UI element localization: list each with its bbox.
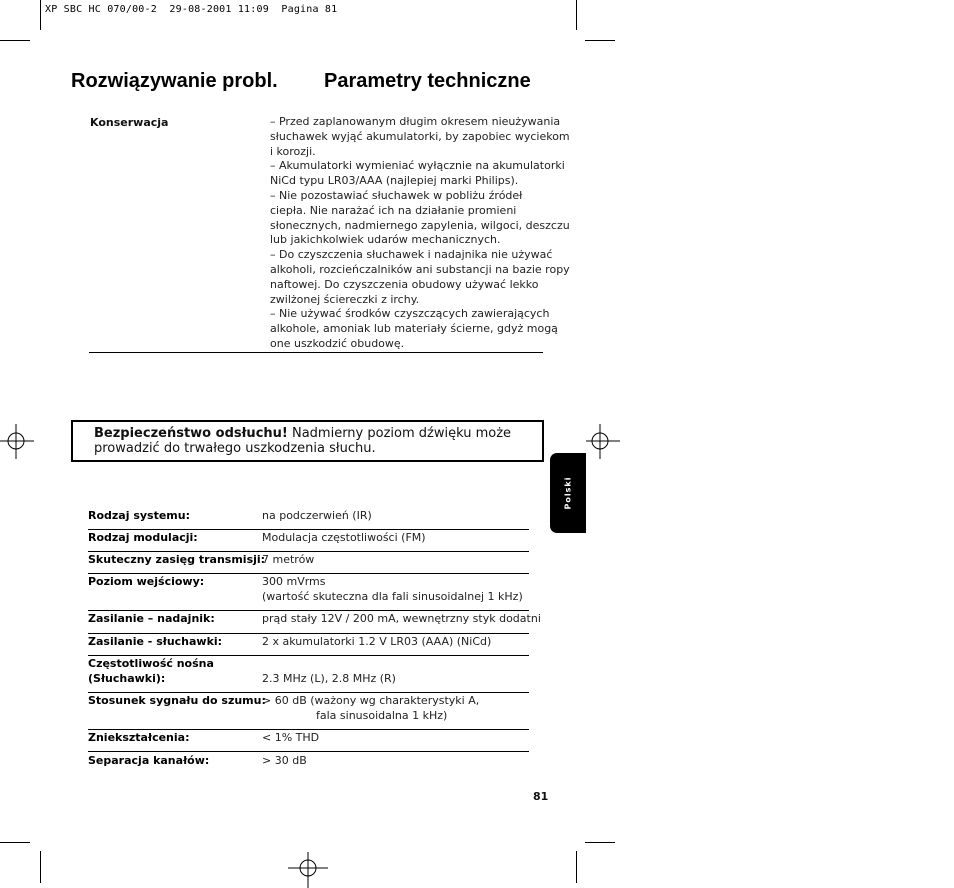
language-tab-label: Polski	[563, 476, 573, 510]
spec-value: > 60 dB (ważony wg charakterystyki A,	[262, 694, 480, 707]
spec-label: Poziom wejściowy:	[88, 575, 205, 588]
spec-value: na podczerwień (IR)	[262, 509, 372, 522]
maintenance-line: – Nie pozostawiać słuchawek w pobliżu źródeł	[270, 188, 523, 202]
maintenance-line: – Przed zaplanowanym długim okresem nieużywania	[270, 115, 561, 128]
maintenance-text	[270, 115, 570, 352]
divider	[89, 352, 543, 353]
maintenance-line: – Do czyszczenia słuchawek i nadajnika nie używać	[270, 248, 553, 262]
spec-label: Stosunek sygnału do szumu:	[88, 694, 266, 707]
maintenance-line: one uszkodzić obudowę.	[270, 336, 405, 350]
spec-label-line2: (Słuchawki):	[88, 672, 166, 685]
maintenance-line: alkoholi, rozcieńczalników ani substancji na bazie ropy	[270, 262, 570, 276]
maintenance-label: Konserwacja	[90, 116, 169, 129]
section-title-specifications: Parametry techniczne	[324, 70, 531, 92]
spec-label: Separacja kanałów:	[88, 754, 210, 767]
warning-heading: Bezpieczeństwo odsłuchu!	[94, 426, 288, 441]
warning-text-line2: prowadzić do trwałego uszkodzenia słuchu.	[94, 441, 376, 456]
spec-value: 2 x akumulatorki 1.2 V LR03 (AAA) (NiCd)	[262, 635, 492, 648]
maintenance-line: zwilżonej ściereczki z irchy.	[270, 292, 420, 306]
spec-value: < 1% THD	[262, 731, 320, 744]
maintenance-line: – Akumulatorki wymieniać wyłącznie na akumulatorki	[270, 159, 565, 173]
spec-label: Zniekształcenia:	[88, 731, 190, 744]
maintenance-line: ciepła. Nie narażać ich na działanie promieni	[270, 203, 517, 217]
maintenance-line: słuchawek wyjąć akumulatorki, by zapobiec wyciekom	[270, 129, 570, 143]
spec-value-line2: 2.3 MHz (L), 2.8 MHz (R)	[262, 672, 396, 685]
spec-label: Zasilanie - słuchawki:	[88, 635, 223, 648]
spec-label: Rodzaj modulacji:	[88, 531, 198, 544]
spec-label: Skuteczny zasięg transmisji:	[88, 553, 266, 566]
spec-value: > 30 dB	[262, 754, 307, 767]
spec-value: 7 metrów	[262, 553, 315, 566]
spec-value: Modulacja częstotliwości (FM)	[262, 531, 426, 544]
maintenance-line: naftowej. Do czyszczenia obudowy używać lekko	[270, 277, 539, 291]
maintenance-line: – Nie używać środków czyszczących zawierających	[270, 307, 550, 321]
spec-value-note: (wartość skuteczna dla fali sinusoidalnej 1 kHz)	[262, 590, 523, 603]
print-meta-line: XP SBC HC 070/00-2 29-08-2001 11:09 Pagina 81	[45, 4, 338, 15]
spec-value: 300 mVrms	[262, 575, 326, 588]
registration-mark-right	[580, 421, 620, 461]
maintenance-line: lub jakichkolwiek udarów mechanicznych.	[270, 233, 501, 247]
maintenance-line: słonecznych, nadmiernego zapylenia, wilgoci, deszczu	[270, 218, 570, 232]
spec-label: Zasilanie – nadajnik:	[88, 612, 215, 625]
section-title-troubleshooting: Rozwiązywanie probl.	[71, 70, 278, 92]
registration-mark-bottom	[288, 848, 328, 888]
hearing-safety-warning	[71, 420, 544, 462]
spec-label: Rodzaj systemu:	[88, 509, 191, 522]
maintenance-line: alkohole, amoniak lub materiały ścierne, gdyż mogą	[270, 322, 558, 336]
warning-text: Nadmierny poziom dźwięku może	[287, 426, 512, 441]
spec-label: Częstotliwość nośna	[88, 657, 214, 670]
spec-value: prąd stały 12V / 200 mA, wewnętrzny styk dodatni	[262, 612, 541, 625]
page-number: 81	[533, 790, 549, 803]
maintenance-line: NiCd typu LR03/AAA (najlepiej marki Philips).	[270, 174, 519, 188]
registration-mark-left	[0, 421, 40, 461]
spec-value-note: fala sinusoidalna 1 kHz)	[316, 709, 448, 722]
divider	[88, 751, 529, 752]
maintenance-line: i korozji.	[270, 144, 316, 158]
language-tab	[550, 453, 586, 533]
